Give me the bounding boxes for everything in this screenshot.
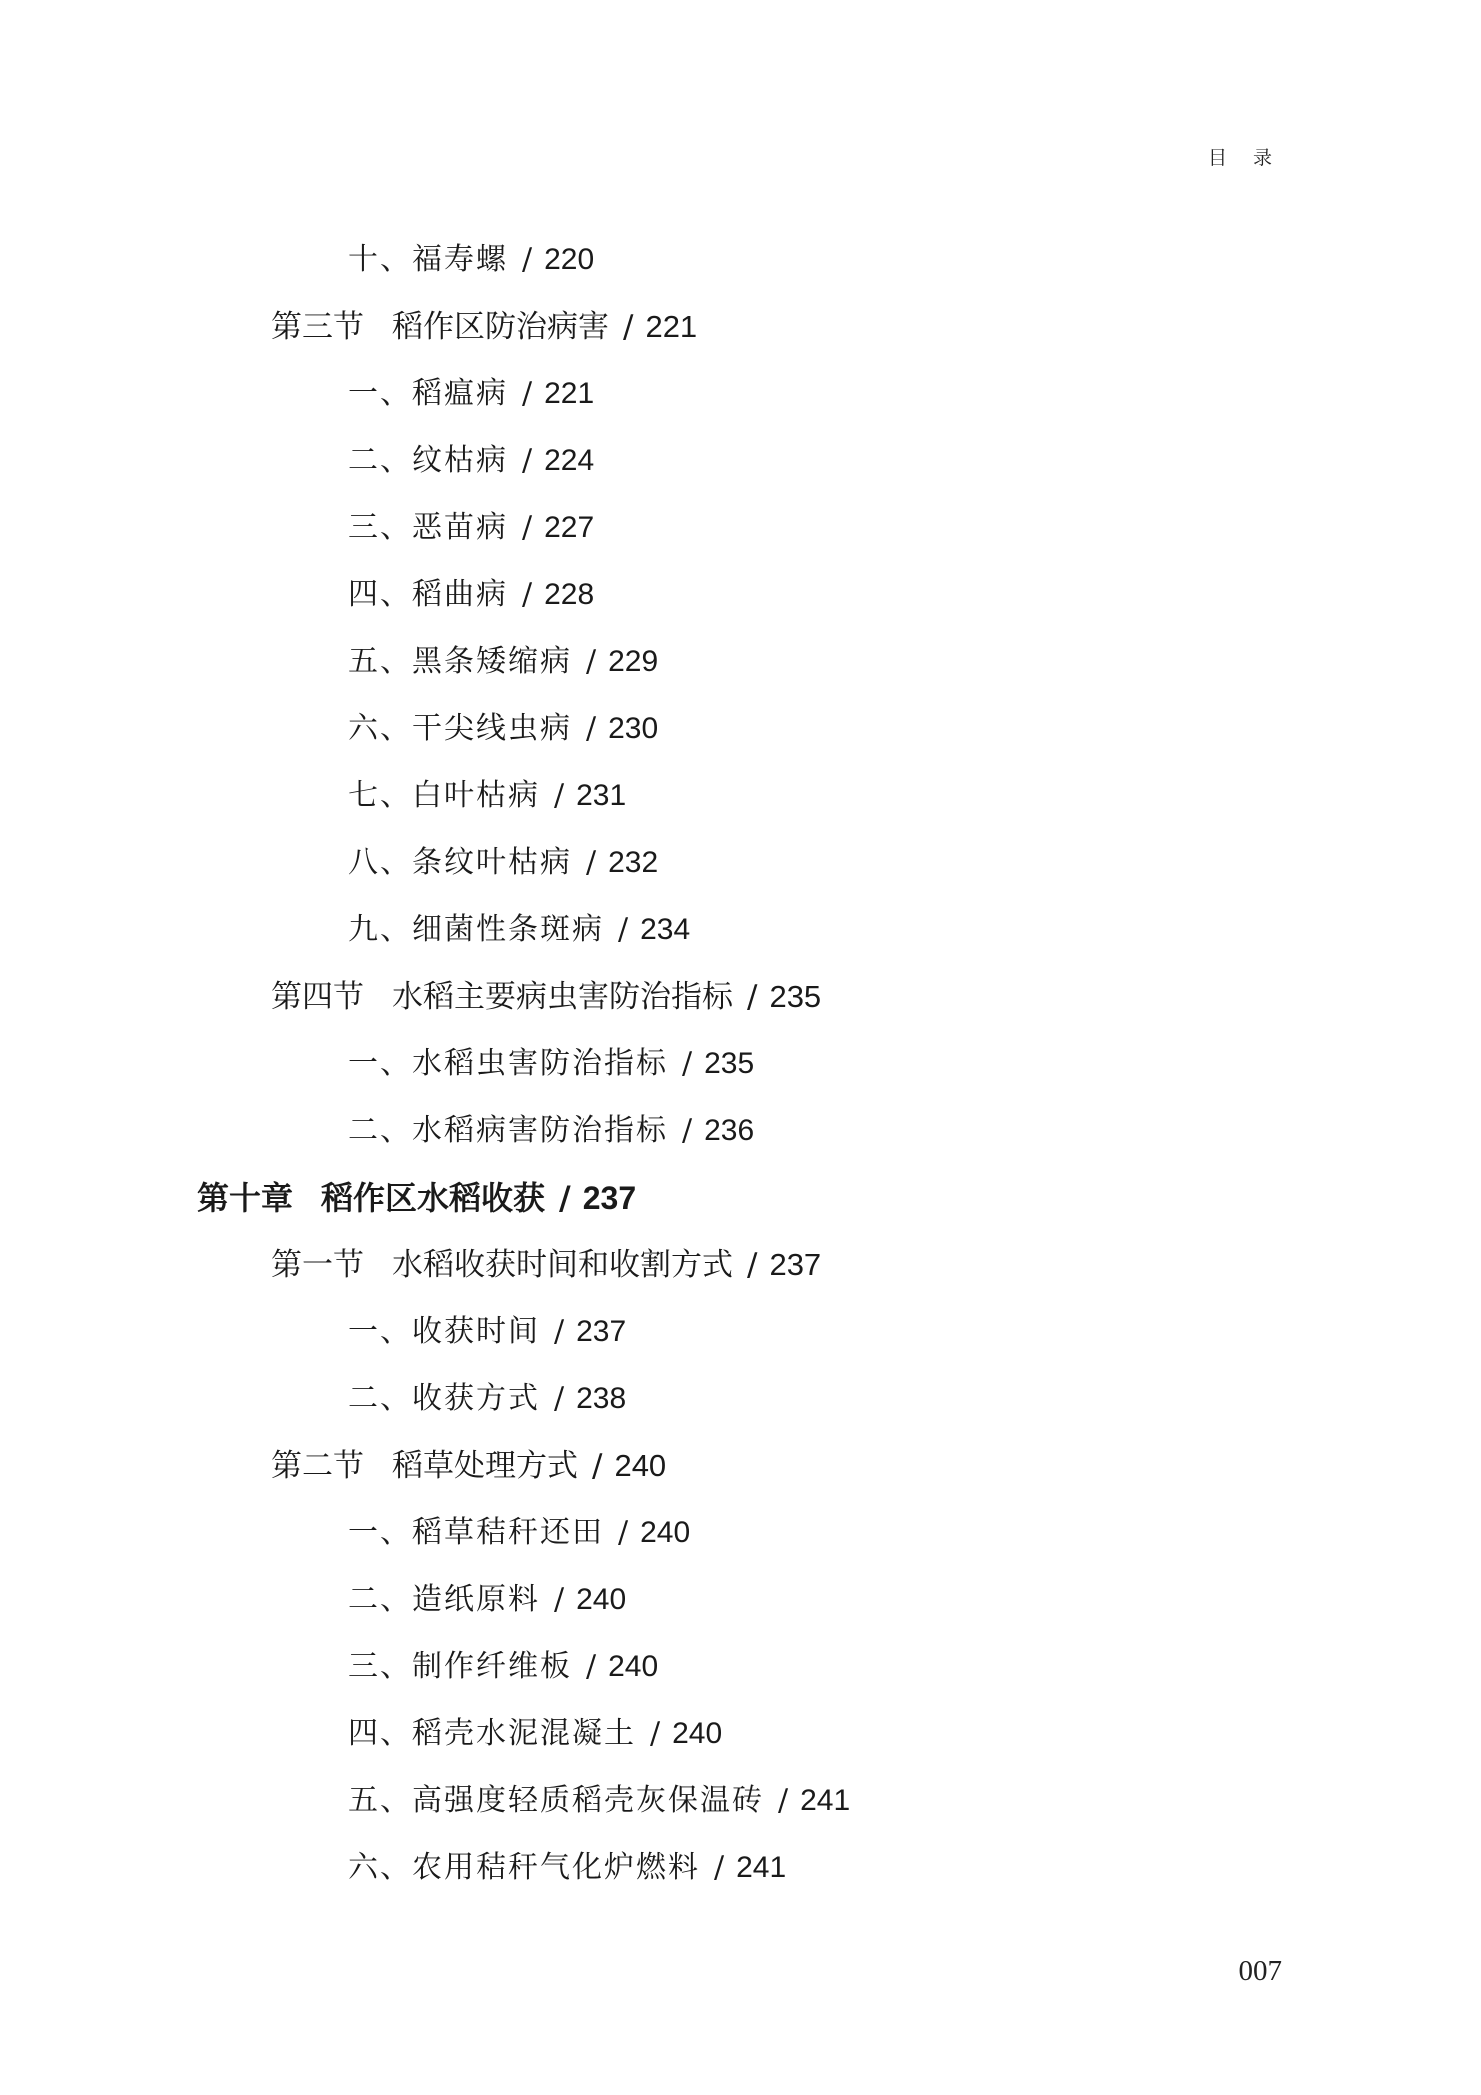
running-header: 目 录: [1207, 147, 1282, 169]
toc-entry-title: 五、高强度轻质稻壳灰保温砖: [348, 1783, 764, 1818]
toc-separator: /: [522, 242, 533, 277]
toc-separator: /: [586, 644, 597, 679]
toc-entry-title: 二、水稻病害防治指标: [348, 1113, 668, 1148]
toc-entry-title: 八、条纹叶枯病: [348, 845, 572, 880]
toc-item-entry: [0, 438, 1481, 505]
toc-separator: /: [778, 1783, 789, 1818]
toc-entry-number: 第一节: [271, 1247, 364, 1283]
toc-entry-number: 第二节: [271, 1448, 364, 1484]
toc-page-number: 220: [544, 243, 595, 276]
toc-separator: /: [554, 1582, 565, 1617]
toc-entry-title: 稻草处理方式: [392, 1448, 578, 1484]
toc-separator: /: [559, 1179, 571, 1217]
toc-section-entry: [0, 974, 1481, 1041]
toc-entry-number: 第三节: [271, 309, 364, 345]
toc-entry-number: 第四节: [271, 979, 364, 1015]
toc-item-entry: [0, 1510, 1481, 1577]
toc-page-number: 240: [614, 1448, 667, 1483]
toc-separator: /: [618, 1515, 629, 1550]
table-of-contents: [0, 237, 1481, 1912]
toc-separator: /: [650, 1716, 661, 1751]
toc-entry-number: 第十章: [197, 1179, 294, 1217]
toc-page-number: 228: [544, 578, 595, 611]
toc-separator: /: [714, 1850, 725, 1885]
toc-entry-title: 一、收获时间: [348, 1314, 540, 1349]
toc-separator: /: [586, 711, 597, 746]
toc-item-entry: [0, 1108, 1481, 1175]
toc-entry-title: 水稻主要病虫害防治指标: [392, 979, 733, 1015]
toc-item-entry: [0, 1778, 1481, 1845]
page-number: 007: [1238, 1955, 1282, 1987]
toc-separator: /: [522, 376, 533, 411]
toc-entry-title: 十、福寿螺: [348, 242, 508, 277]
toc-separator: /: [747, 1247, 758, 1283]
toc-chapter-entry: [0, 1175, 1481, 1242]
toc-entry-title: 九、细菌性条斑病: [348, 912, 604, 947]
toc-page-number: 231: [576, 779, 627, 812]
toc-separator: /: [682, 1046, 693, 1081]
toc-item-entry: [0, 639, 1481, 706]
toc-separator: /: [522, 443, 533, 478]
toc-entry-title: 四、稻曲病: [348, 577, 508, 612]
toc-item-entry: [0, 840, 1481, 907]
toc-separator: /: [682, 1113, 693, 1148]
toc-page-number: 241: [736, 1851, 787, 1884]
toc-page-number: 235: [704, 1047, 755, 1080]
toc-section-entry: [0, 304, 1481, 371]
toc-entry-title: 稻作区水稻收获: [321, 1179, 546, 1217]
toc-separator: /: [554, 1314, 565, 1349]
toc-entry-title: 一、稻瘟病: [348, 376, 508, 411]
toc-section-entry: [0, 1242, 1481, 1309]
toc-entry-title: 六、干尖线虫病: [348, 711, 572, 746]
toc-item-entry: [0, 1644, 1481, 1711]
toc-page-number: 221: [645, 309, 698, 344]
toc-page-number: 240: [608, 1650, 659, 1683]
toc-separator: /: [554, 1381, 565, 1416]
toc-page-number: 230: [608, 712, 659, 745]
toc-page-number: 238: [576, 1382, 627, 1415]
toc-separator: /: [618, 912, 629, 947]
toc-item-entry: [0, 706, 1481, 773]
toc-page-number: 236: [704, 1114, 755, 1147]
toc-item-entry: [0, 1041, 1481, 1108]
toc-entry-title: 六、农用秸秆气化炉燃料: [348, 1850, 700, 1885]
toc-item-entry: [0, 1309, 1481, 1376]
toc-separator: /: [747, 979, 758, 1015]
toc-page-number: 237: [576, 1315, 627, 1348]
toc-entry-title: 三、恶苗病: [348, 510, 508, 545]
toc-entry-title: 一、水稻虫害防治指标: [348, 1046, 668, 1081]
toc-separator: /: [554, 778, 565, 813]
toc-separator: /: [586, 1649, 597, 1684]
toc-page-number: 234: [640, 913, 691, 946]
toc-page-number: 241: [800, 1784, 851, 1817]
toc-item-entry: [0, 1845, 1481, 1912]
toc-entry-title: 二、纹枯病: [348, 443, 508, 478]
toc-item-entry: [0, 371, 1481, 438]
toc-entry-title: 二、造纸原料: [348, 1582, 540, 1617]
toc-page-number: 240: [640, 1516, 691, 1549]
toc-separator: /: [522, 510, 533, 545]
toc-entry-title: 水稻收获时间和收割方式: [392, 1247, 733, 1283]
toc-page-number: 224: [544, 444, 595, 477]
toc-page-number: 221: [544, 377, 595, 410]
toc-item-entry: [0, 907, 1481, 974]
toc-entry-title: 五、黑条矮缩病: [348, 644, 572, 679]
toc-separator: /: [623, 309, 634, 345]
toc-page-number: 237: [582, 1180, 637, 1216]
toc-page-number: 229: [608, 645, 659, 678]
toc-entry-title: 三、制作纤维板: [348, 1649, 572, 1684]
toc-item-entry: [0, 237, 1481, 304]
toc-item-entry: [0, 572, 1481, 639]
toc-page-number: 232: [608, 846, 659, 879]
toc-item-entry: [0, 505, 1481, 572]
toc-separator: /: [522, 577, 533, 612]
toc-item-entry: [0, 1376, 1481, 1443]
toc-entry-title: 四、稻壳水泥混凝土: [348, 1716, 636, 1751]
toc-page-number: 235: [769, 979, 822, 1014]
toc-separator: /: [592, 1448, 603, 1484]
toc-section-entry: [0, 1443, 1481, 1510]
toc-item-entry: [0, 773, 1481, 840]
toc-entry-title: 稻作区防治病害: [392, 309, 609, 345]
toc-page-number: 240: [576, 1583, 627, 1616]
toc-item-entry: [0, 1711, 1481, 1778]
toc-separator: /: [586, 845, 597, 880]
toc-page-number: 237: [769, 1247, 822, 1282]
toc-entry-title: 七、白叶枯病: [348, 778, 540, 813]
toc-item-entry: [0, 1577, 1481, 1644]
toc-page-number: 240: [672, 1717, 723, 1750]
toc-entry-title: 一、稻草秸秆还田: [348, 1515, 604, 1550]
toc-entry-title: 二、收获方式: [348, 1381, 540, 1416]
toc-page-number: 227: [544, 511, 595, 544]
